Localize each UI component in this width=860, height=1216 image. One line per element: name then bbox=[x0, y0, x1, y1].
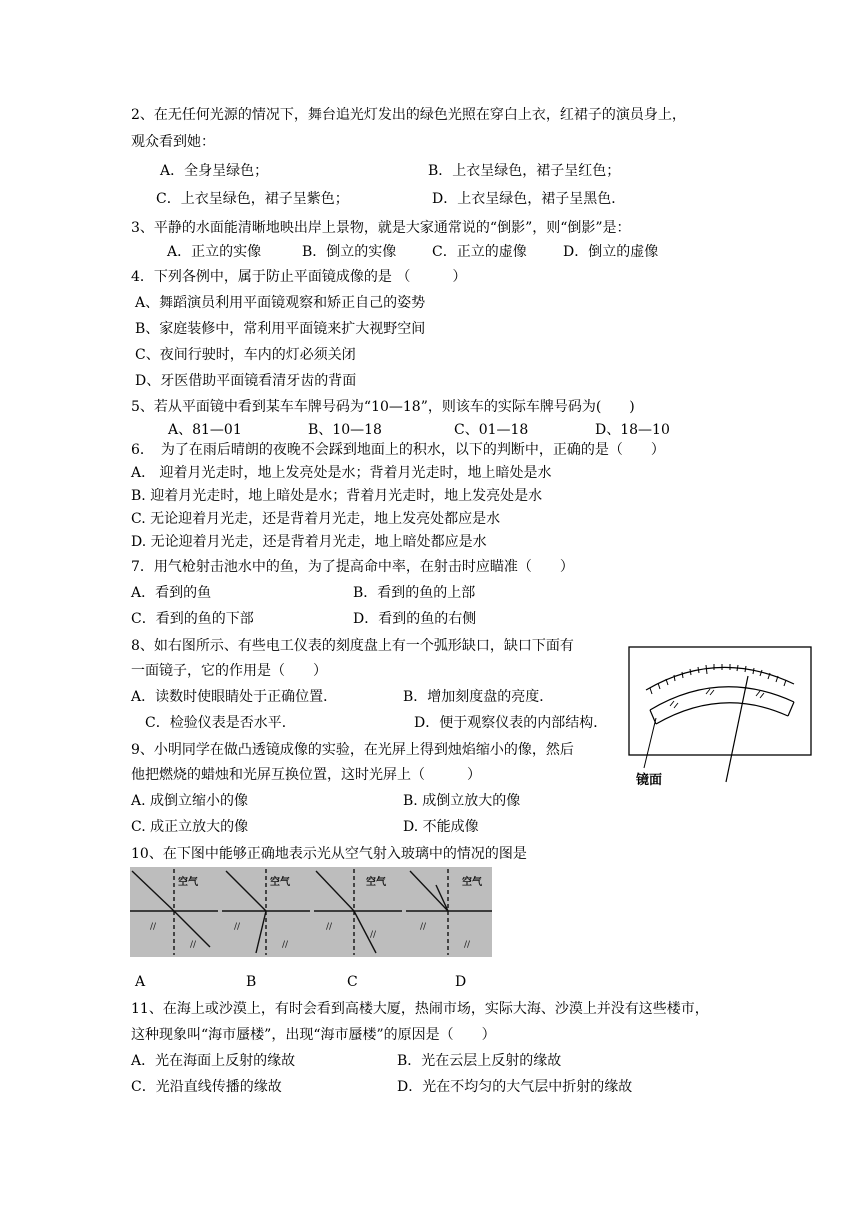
q11-option-a: A．光在海面上反射的缘故 bbox=[131, 1053, 296, 1069]
q2-option-d: D．上衣呈绿色，裙子呈黑色． bbox=[432, 191, 626, 207]
refraction-figure bbox=[130, 867, 492, 957]
q2-option-a: A．全身呈绿色； bbox=[160, 163, 269, 179]
q10-option-b: B bbox=[246, 974, 257, 990]
panel-a-air-label: 空气 bbox=[178, 877, 198, 888]
svg-text://: // bbox=[150, 922, 157, 932]
mirror-label: 镜面 bbox=[636, 773, 663, 788]
q3-option-d: D．倒立的虚像 bbox=[563, 244, 659, 260]
q5-stem: 5、若从平面镜中看到某车车牌号码为“10—18”，则该车的实际车牌号码为( ) bbox=[131, 399, 635, 415]
q8-stem-line2: 一面镜子，它的作用是（ ） bbox=[131, 663, 327, 679]
panel-c-air-label: 空气 bbox=[366, 877, 386, 888]
q3-option-b: B．倒立的实像 bbox=[302, 244, 397, 260]
figure-frame bbox=[629, 647, 811, 755]
svg-text://: // bbox=[234, 922, 241, 932]
q10-option-d: D bbox=[455, 974, 467, 990]
q5-option-c: C、01—18 bbox=[454, 422, 529, 438]
svg-text://: // bbox=[190, 940, 197, 950]
q8-option-c: C．检验仪表是否水平． bbox=[145, 715, 296, 731]
q7-option-b: B．看到的鱼的上部 bbox=[353, 585, 476, 601]
q10-option-c: C bbox=[347, 974, 358, 990]
q7-stem: 7．用气枪射击池水中的鱼，为了提高命中率，在射击时应瞄准（ ） bbox=[131, 559, 574, 575]
q4-option-b: B、家庭装修中，常利用平面镜来扩大视野空间 bbox=[135, 321, 426, 337]
q4-option-d: D、牙医借助平面镜看清牙齿的背面 bbox=[135, 373, 357, 389]
q2-stem-line2: 观众看到她： bbox=[131, 134, 215, 150]
q5-option-d: D、18—10 bbox=[595, 422, 670, 438]
q6-stem: 6． 为了在雨后晴朗的夜晚不会踩到地面上的积水，以下的判断中，正确的是（ ） bbox=[131, 442, 665, 458]
svg-text://: // bbox=[282, 940, 289, 950]
q9-option-a: A. 成倒立缩小的像 bbox=[131, 793, 249, 809]
q2-option-c: C．上衣呈绿色，裙子呈紫色； bbox=[156, 191, 349, 207]
q6-option-c: C. 无论迎着月光走，还是背着月光走，地上发亮处都应是水 bbox=[131, 511, 501, 527]
q2-option-b: B．上衣呈绿色，裙子呈红色； bbox=[428, 163, 621, 179]
q4-stem: 4．下列各例中，属于防止平面镜成像的是 （ ） bbox=[131, 269, 467, 285]
q4-option-a: A、舞蹈演员利用平面镜观察和矫正自己的姿势 bbox=[135, 295, 426, 311]
q3-option-a: A．正立的实像 bbox=[167, 244, 262, 260]
q6-option-a: A． 迎着月光走时，地上发亮处是水；背着月光走时，地上暗处是水 bbox=[131, 465, 552, 481]
q6-option-b: B. 迎着月光走时，地上暗处是水；背着月光走时，地上发亮处是水 bbox=[131, 488, 543, 504]
q4-option-c: C、夜间行驶时，车内的灯必须关闭 bbox=[135, 347, 356, 363]
q10-stem: 10、在下图中能够正确地表示光从空气射入玻璃中的情况的图是 bbox=[131, 846, 527, 862]
panel-b-air-label: 空气 bbox=[270, 877, 290, 888]
q3-stem: 3、平静的水面能清晰地映出岸上景物，就是大家通常说的“倒影”，则“倒影”是： bbox=[131, 220, 631, 236]
q8-stem-line1: 8、如右图所示、有些电工仪表的刻度盘上有一个弧形缺口，缺口下面有 bbox=[131, 638, 574, 654]
q9-stem-line2: 他把燃烧的蜡烛和光屏互换位置，这时光屏上（ ） bbox=[131, 767, 481, 783]
svg-text://: // bbox=[370, 930, 377, 940]
q8-option-b: B．增加刻度盘的亮度． bbox=[403, 689, 554, 705]
q5-option-b: B、10—18 bbox=[308, 422, 382, 438]
q3-option-c: C．正立的虚像 bbox=[432, 244, 527, 260]
q9-option-b: B. 成倒立放大的像 bbox=[403, 793, 521, 809]
q11-stem-line1: 11、在海上或沙漠上，有时会看到高楼大厦，热闹市场，实际大海、沙漠上并没有这些楼市， bbox=[131, 1001, 709, 1017]
q8-option-d: D．便于观察仪表的内部结构． bbox=[414, 715, 608, 731]
svg-text://: // bbox=[326, 922, 333, 932]
q7-option-a: A．看到的鱼 bbox=[131, 585, 212, 601]
q11-stem-line2: 这种现象叫“海市蜃楼”，出现“海市蜃楼”的原因是（ ） bbox=[131, 1027, 496, 1043]
q5-option-a: A、81—01 bbox=[168, 422, 242, 438]
q11-option-d: D．光在不均匀的大气层中折射的缘故 bbox=[397, 1079, 633, 1095]
q6-option-d: D. 无论迎着月光走，还是背着月光走，地上暗处都应是水 bbox=[131, 534, 487, 550]
q10-option-a: A bbox=[135, 974, 146, 990]
q7-option-d: D．看到的鱼的右侧 bbox=[353, 611, 477, 627]
q2-stem-line1: 2、在无任何光源的情况下，舞台追光灯发出的绿色光照在穿白上衣，红裙子的演员身上， bbox=[131, 107, 686, 123]
svg-text://: // bbox=[420, 922, 427, 932]
svg-text://: // bbox=[464, 940, 471, 950]
q7-option-c: C．看到的鱼的下部 bbox=[131, 611, 254, 627]
q9-option-d: D. 不能成像 bbox=[403, 819, 479, 835]
q11-option-b: B．光在云层上反射的缘故 bbox=[397, 1053, 562, 1069]
q11-option-c: C．光沿直线传播的缘故 bbox=[131, 1079, 282, 1095]
q9-stem-line1: 9、小明同学在做凸透镜成像的实验，在光屏上得到烛焰缩小的像，然后 bbox=[131, 742, 574, 758]
q9-option-c: C. 成正立放大的像 bbox=[131, 819, 249, 835]
q8-option-a: A．读数时使眼睛处于正确位置． bbox=[131, 689, 338, 705]
panel-d-air-label: 空气 bbox=[462, 877, 482, 888]
